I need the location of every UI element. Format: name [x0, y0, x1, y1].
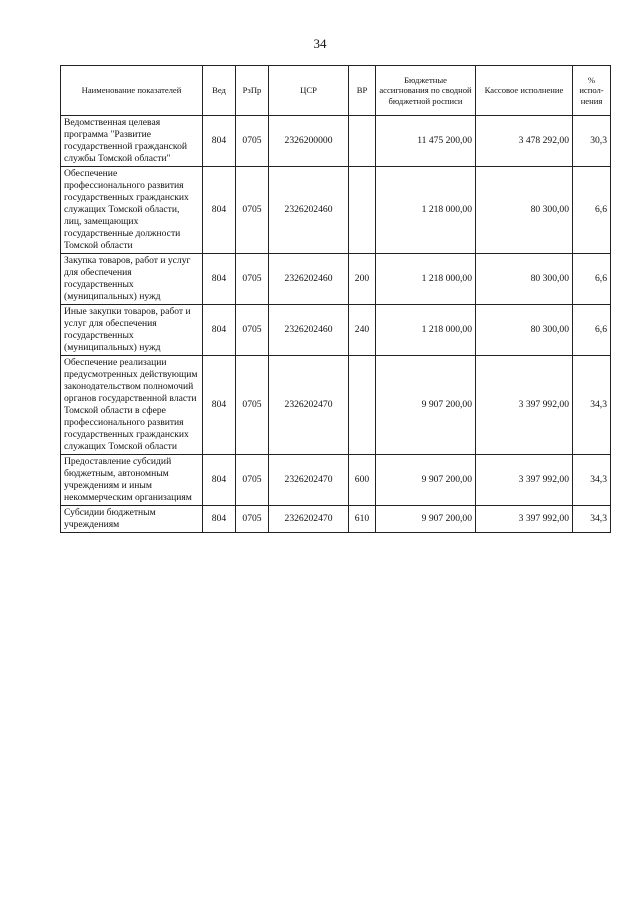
table-header-row: [61, 66, 611, 116]
row-csr: 2326202460: [269, 305, 349, 356]
row-exec: 3 478 292,00: [476, 116, 573, 167]
row-rzpr: 0705: [236, 254, 269, 305]
table-row: [61, 356, 611, 455]
row-name: Предоставление субсидий бюджетным, автономным учреждениям и иным некоммерческим организациям: [61, 455, 203, 506]
row-csr: 2326202460: [269, 167, 349, 254]
row-csr: 2326202460: [269, 254, 349, 305]
row-exec: 3 397 992,00: [476, 356, 573, 455]
row-name: Обеспечение реализации предусмотренных действующим законодательством полномочий органов государственной власти Томской области в сфере профессионального развития государственных гражданских служащих Томской области: [61, 356, 203, 455]
row-pct: 6,6: [573, 254, 611, 305]
row-assign: 9 907 200,00: [376, 455, 476, 506]
budget-table: [60, 65, 611, 533]
row-assign: 9 907 200,00: [376, 506, 476, 533]
row-vr: 610: [349, 506, 376, 533]
row-assign: 1 218 000,00: [376, 167, 476, 254]
row-ved: 804: [203, 356, 236, 455]
row-rzpr: 0705: [236, 167, 269, 254]
row-name: Ведомственная целевая программа "Развитие государственной гражданской службы Томской области": [61, 116, 203, 167]
row-exec: 3 397 992,00: [476, 506, 573, 533]
row-ved: 804: [203, 305, 236, 356]
row-vr: 240: [349, 305, 376, 356]
table-row: [61, 506, 611, 533]
row-assign: 9 907 200,00: [376, 356, 476, 455]
row-assign: 1 218 000,00: [376, 305, 476, 356]
row-vr: [349, 167, 376, 254]
row-pct: 34,3: [573, 506, 611, 533]
row-csr: 2326200000: [269, 116, 349, 167]
table-row: [61, 254, 611, 305]
row-vr: [349, 116, 376, 167]
row-ved: 804: [203, 254, 236, 305]
row-assign: 1 218 000,00: [376, 254, 476, 305]
row-rzpr: 0705: [236, 116, 269, 167]
row-exec: 3 397 992,00: [476, 455, 573, 506]
table-row: [61, 305, 611, 356]
row-ved: 804: [203, 455, 236, 506]
table-row: [61, 455, 611, 506]
header-name: Наименование показателей: [61, 66, 203, 116]
page-number: 34: [313, 36, 327, 51]
header-rzpr: РзПр: [236, 66, 269, 116]
row-csr: 2326202470: [269, 506, 349, 533]
header-exec: Кассовое исполнение: [476, 66, 573, 116]
row-exec: 80 300,00: [476, 167, 573, 254]
row-pct: 6,6: [573, 167, 611, 254]
row-name: Субсидии бюджетным учреждениям: [61, 506, 203, 533]
row-exec: 80 300,00: [476, 305, 573, 356]
row-rzpr: 0705: [236, 305, 269, 356]
row-pct: 34,3: [573, 455, 611, 506]
table-row: [61, 167, 611, 254]
row-name: Закупка товаров, работ и услуг для обеспечения государственных (муниципальных) нужд: [61, 254, 203, 305]
row-pct: 6,6: [573, 305, 611, 356]
row-rzpr: 0705: [236, 506, 269, 533]
row-assign: 11 475 200,00: [376, 116, 476, 167]
header-ved: Вед: [203, 66, 236, 116]
row-exec: 80 300,00: [476, 254, 573, 305]
row-ved: 804: [203, 506, 236, 533]
row-name: Иные закупки товаров, работ и услуг для обеспечения государственных (муниципальных) нужд: [61, 305, 203, 356]
row-vr: [349, 356, 376, 455]
row-rzpr: 0705: [236, 356, 269, 455]
row-csr: 2326202470: [269, 356, 349, 455]
row-csr: 2326202470: [269, 455, 349, 506]
row-ved: 804: [203, 167, 236, 254]
header-csr: ЦСР: [269, 66, 349, 116]
row-pct: 34,3: [573, 356, 611, 455]
row-pct: 30,3: [573, 116, 611, 167]
header-pct: % испол-нения: [573, 66, 611, 116]
header-vr: ВР: [349, 66, 376, 116]
row-rzpr: 0705: [236, 455, 269, 506]
table-row: [61, 116, 611, 167]
header-assign: Бюджетные ассигнования по сводной бюджетной росписи: [376, 66, 476, 116]
row-vr: 200: [349, 254, 376, 305]
row-vr: 600: [349, 455, 376, 506]
row-name: Обеспечение профессионального развития государственных гражданских служащих Томской области, лиц, замещающих государственные должности Томской области: [61, 167, 203, 254]
row-ved: 804: [203, 116, 236, 167]
